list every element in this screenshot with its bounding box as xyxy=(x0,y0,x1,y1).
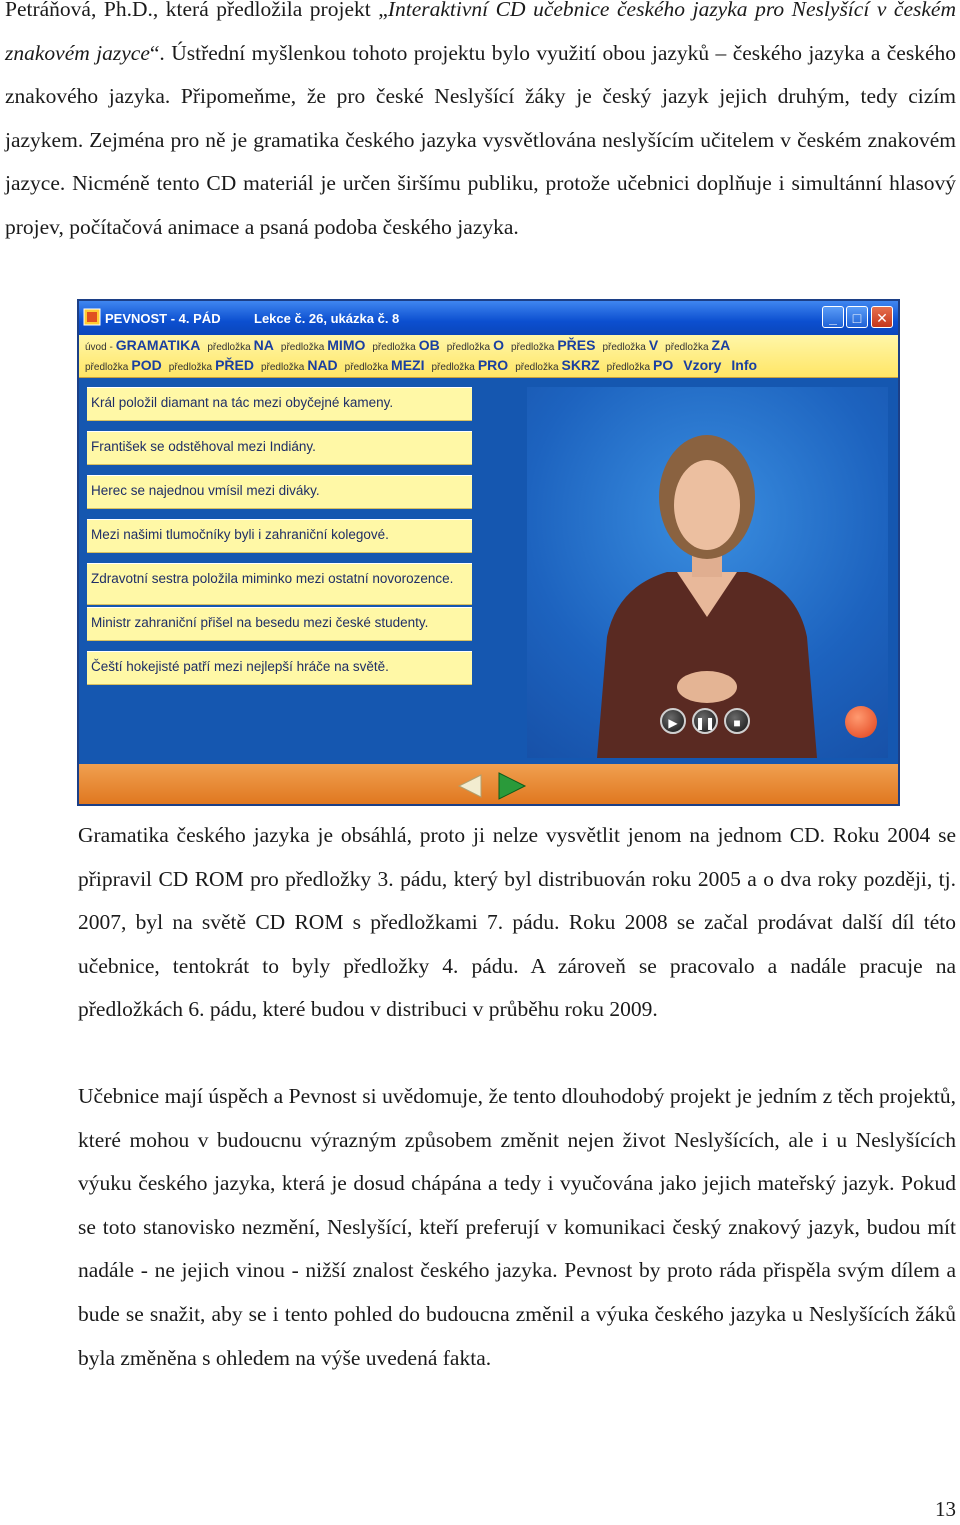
menu-item-nad[interactable] xyxy=(261,357,338,373)
menu-item-label: POD xyxy=(131,357,162,373)
menu-item-ob[interactable] xyxy=(372,337,439,353)
menu-item-mimo[interactable] xyxy=(281,337,365,353)
menu-item-info[interactable] xyxy=(728,357,757,373)
menu-item-za[interactable] xyxy=(665,337,730,353)
menu-item-label: O xyxy=(493,337,504,353)
close-button[interactable]: ✕ xyxy=(871,306,893,328)
menu-item-prefix: předložka xyxy=(344,362,389,373)
sentence-item[interactable]: Čeští hokejisté patří mezi nejlepší hráče na světě. xyxy=(87,651,472,685)
stop-button[interactable]: ■ xyxy=(724,708,750,734)
menu-item-před[interactable] xyxy=(169,357,254,373)
signer-figure xyxy=(527,387,888,758)
menu-item-label: SKRZ xyxy=(561,357,600,373)
menu-item-po[interactable] xyxy=(607,357,674,373)
menu-row-1 xyxy=(85,337,737,357)
menu-item-label: PŘED xyxy=(215,357,254,373)
menu-item-gramatika[interactable] xyxy=(85,337,200,353)
project-title-italic: Interaktivní CD učebnice českého jazyka pro Neslyšící v českém znakovém jazyce xyxy=(5,0,956,65)
menu-item-prefix: předložka xyxy=(280,342,325,353)
intro-text-a: Petráňová, Ph.D., která předložila projekt „ xyxy=(5,0,388,21)
menu-item-label: MIMO xyxy=(327,337,366,353)
paragraph-history: Gramatika českého jazyka je obsáhlá, proto ji nelze vysvětlit jenom na jednom CD. Roku 2004 se připravil CD ROM pro předložky 3. pádu, který byl distribuován roku 2005 a o dva roky později, tj. 2007, byl na světě CD ROM s předložkami 7. pádu. Roku 2008 se začal prodávat další díl této učebnice, tentokrát to byly předložky 4. pádu. A zároveň se pracovalo a nadále pracuje na předložkách 6. pádu, které budou v distribuci v průběhu roku 2009. xyxy=(78,823,956,1022)
menu-item-o[interactable] xyxy=(447,337,504,353)
menu-item-prefix: předložka xyxy=(515,362,559,373)
menu-row-2 xyxy=(85,357,764,377)
paragraph-conclusion: Učebnice mají úspěch a Pevnost si uvědomuje, že tento dlouhodobý projekt je jedním z těch projektů, které mohou v budoucnu výrazným způsobem změnit nejen život Neslyšících, ale i u Neslyšících výuku českého jazyka, která je dosud chápána a tedy i vyučována jako jejich mateřský jazyk. Pokud se toto stanovisko nezmění, Neslyšící, kteří preferují v komunikaci český znakový jazyk, budou mít nadále - ne jejich vinou - nižší znalost českého jazyka. Pevnost by proto ráda přispěla svým dílem a bude se snažit, aby se i tento pohled do budoucna změnil a výuka českého jazyka u Neslyšících žáků byla změněna s ohledem na výše uvedená fakta. xyxy=(78,1084,956,1370)
paragraph-intro xyxy=(5,0,956,250)
menu-item-label: V xyxy=(648,337,659,353)
sentence-item[interactable]: Herec se najednou vmísil mezi diváky. xyxy=(87,475,472,509)
menu-item-přes[interactable] xyxy=(511,337,595,353)
menu-item-label: Info xyxy=(731,357,758,373)
menu-item-na[interactable] xyxy=(207,337,274,353)
menu-item-label: Vzory xyxy=(683,357,722,373)
menu-item-mezi[interactable] xyxy=(345,357,425,373)
menu-item-prefix: předložka xyxy=(372,342,416,353)
play-button[interactable]: ▶ xyxy=(660,708,686,734)
record-button[interactable] xyxy=(845,706,877,738)
menu-item-prefix: předložka xyxy=(510,342,555,353)
menu-item-label: NAD xyxy=(307,357,338,373)
menu-item-prefix: předložka xyxy=(446,342,491,353)
next-arrow-icon[interactable] xyxy=(497,771,527,801)
menu-item-prefix: předložka xyxy=(602,342,646,353)
app-titlebar xyxy=(79,301,898,335)
preposition-menu xyxy=(79,335,898,378)
app-logo-icon xyxy=(83,308,101,326)
menu-item-v[interactable] xyxy=(602,337,658,353)
menu-item-skrz[interactable] xyxy=(515,357,599,373)
menu-item-prefix: předložka xyxy=(207,342,251,353)
menu-item-pod[interactable] xyxy=(85,357,162,373)
menu-item-label: PO xyxy=(653,357,674,373)
menu-item-label: GRAMATIKA xyxy=(115,337,201,353)
minimize-button[interactable]: _ xyxy=(822,306,844,328)
menu-item-prefix: předložka xyxy=(665,342,709,353)
menu-item-prefix: předložka xyxy=(85,362,129,373)
app-title: PEVNOST - 4. PÁD xyxy=(105,311,221,326)
menu-item-prefix: předložka xyxy=(260,362,305,373)
menu-item-label: ZA xyxy=(711,337,731,353)
sentence-item[interactable]: František se odstěhoval mezi Indiány. xyxy=(87,431,472,465)
intro-text-b: “. Ústřední myšlenkou tohoto projektu bylo využití obou jazyků – českého jazyka a českého znakového jazyka. Připomeňme, že pro české Neslyšící žáky je český jazyk jejich druhým, tedy cizím jazykem. Zejména pro ně je gramatika českého jazyka vysvětlována neslyšícím učitelem v českém znakovém jazyce. Nicméně tento CD materiál je určen širšímu publiku, protože učebnici doplňuje i simultánní hlasový projev, počítačová animace a psaná podoba českého jazyka. xyxy=(5,40,956,239)
menu-item-label: PŘES xyxy=(557,337,596,353)
maximize-button[interactable]: □ xyxy=(846,306,868,328)
menu-item-prefix: předložka xyxy=(431,362,475,373)
menu-item-label: PRO xyxy=(477,357,509,373)
app-bottombar xyxy=(79,764,898,804)
sentence-item[interactable]: Ministr zahraniční přišel na besedu mezi české studenty. xyxy=(87,607,472,641)
menu-item-prefix: předložka xyxy=(168,362,213,373)
menu-item-pro[interactable] xyxy=(431,357,508,373)
menu-item-label: OB xyxy=(418,337,440,353)
sentence-item[interactable]: Zdravotní sestra položila miminko mezi ostatní novorozence. xyxy=(87,563,472,605)
app-screenshot xyxy=(77,299,900,806)
menu-item-vzory[interactable] xyxy=(680,357,721,373)
sign-language-video[interactable] xyxy=(527,387,888,758)
sentence-item[interactable]: Mezi našimi tlumočníky byli i zahraniční kolegové. xyxy=(87,519,472,553)
lesson-label: Lekce č. 26, ukázka č. 8 xyxy=(254,311,400,326)
menu-item-prefix: úvod - xyxy=(85,342,113,353)
sentence-item[interactable]: Král položil diamant na tác mezi obyčejné kameny. xyxy=(87,387,472,421)
menu-item-prefix: předložka xyxy=(606,362,651,373)
previous-arrow-icon[interactable] xyxy=(457,773,483,799)
page-number: 13 xyxy=(935,1497,956,1521)
pause-button[interactable]: ❚❚ xyxy=(692,708,718,734)
menu-item-label: MEZI xyxy=(391,357,425,373)
menu-item-label: NA xyxy=(253,337,274,353)
